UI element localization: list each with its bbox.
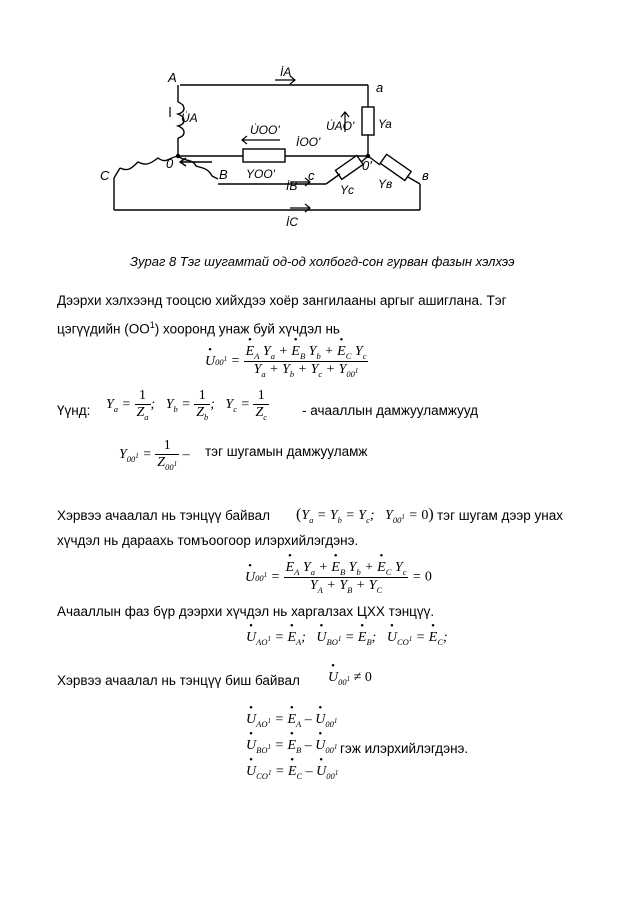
paragraph-line: Дээрхи хэлхээнд тооцсю хийхдээ хоёр зангилааны аргыг ашиглана. Тэг bbox=[57, 293, 507, 308]
paragraph-text: цэгүүдийн (ОО bbox=[57, 321, 150, 337]
label-a: a bbox=[376, 80, 384, 95]
paragraph-text: гэж илэрхийлэгдэнэ. bbox=[340, 741, 469, 756]
circuit-diagram bbox=[100, 62, 445, 232]
formula-balanced-condition: ($Y_a = Y_b = Y_c$; $Y_{00^1} = 0$) bbox=[296, 506, 434, 525]
admittance-description: - ачааллын дамжууламжууд bbox=[302, 403, 479, 418]
label-B: B bbox=[219, 167, 228, 182]
label-Ya: Ya bbox=[378, 117, 392, 131]
label-IB: İB bbox=[286, 179, 298, 193]
label-b-node: в bbox=[422, 168, 429, 183]
label-A: A bbox=[168, 70, 177, 85]
formula-ub: • $U_{BO^1}$ = • $E_B$ – • $U_{00^1}$ bbox=[246, 738, 337, 755]
label-IA: İA bbox=[280, 65, 292, 79]
paragraph-line: Хэрвээ ачаалал нь тэнцүү байвал bbox=[57, 508, 271, 523]
label-IC: İC bbox=[286, 215, 298, 229]
formula-u00: • $U00^1$ = • $\frac{E_A Y_a + • E_B Y_b + • E_C Y_c}{Y_a + Y_b + Y_c + Y_{00^1}}$ bbox=[205, 344, 368, 379]
paragraph-line: Ачааллын фаз бүр дээрхи хүчдэл нь харгалзах ЦХХ тэнцүү. bbox=[57, 604, 435, 619]
formula-phase-voltages: • $U_{AO^1}$ = • $E_A$; • $U_{BO^1}$ = • $E_B$; • $U_{CO^1}$ = • $E_C$; bbox=[246, 630, 448, 647]
paragraph-text: тэг шугам дээр унах bbox=[437, 508, 564, 523]
formula-uc: • $U_{CO^1}$ = • $E_C$ – • $U_{00^1}$ bbox=[246, 764, 338, 781]
paragraph-line: Хэрвээ ачаалал нь тэнцүү биш байвал bbox=[57, 673, 300, 688]
label-Yb: Yв bbox=[378, 177, 393, 191]
label-UAO1: U̇AO' bbox=[326, 119, 355, 133]
label-Yc: Yc bbox=[340, 183, 355, 197]
label-O: 0 bbox=[166, 156, 174, 171]
formula-ua: • $U_{AO^1}$ = • $E_A$ – • $U_{00^1}$ bbox=[246, 712, 337, 729]
paragraph-line: хүчдэл нь дараахь томъоогоор илэрхийлэгдэнэ. bbox=[57, 533, 359, 548]
formula-admittances: $Y_a$ = $\frac{1}{Z_a}$ ; $Y_b$ = $\frac{1}{Z_b}$ ; $Y_c$ = $\frac{1}{Z_c}$ bbox=[106, 388, 268, 422]
formula-neutral-admittance: $Y_{00^1}$ = $\frac{1}{Z_{00^1}}$ – bbox=[119, 438, 190, 472]
label-UA: U̇A bbox=[181, 111, 198, 125]
label-YOO: YOO' bbox=[246, 167, 275, 181]
paragraph-text: ) хооронд унаж буй хүчдэл нь bbox=[154, 321, 340, 337]
label-C: C bbox=[100, 168, 110, 183]
neutral-description: тэг шугамын дамжууламж bbox=[205, 444, 368, 459]
label-UOO: U̇OO' bbox=[250, 123, 280, 137]
label-c: c bbox=[308, 168, 315, 183]
formula-u00-balanced: • $U00^1$ = • $\frac{E_A Y_a + • E_B Y_b + • E_C Y_c}{Y_A + Y_B + Y_C}$ = 0 bbox=[245, 560, 432, 595]
label-IOO: İOO' bbox=[296, 135, 321, 149]
formula-unbalanced-condition: • $U_{00^1} \ne 0$ bbox=[328, 670, 372, 687]
superscript: 1 bbox=[149, 320, 155, 330]
label-O1: 0' bbox=[362, 158, 372, 173]
where-label: Үүнд: bbox=[57, 403, 91, 418]
figure-caption: Зураг 8 Тэг шугамтай од-од холбогд-сон гурван фазын хэлхээ bbox=[130, 254, 515, 269]
